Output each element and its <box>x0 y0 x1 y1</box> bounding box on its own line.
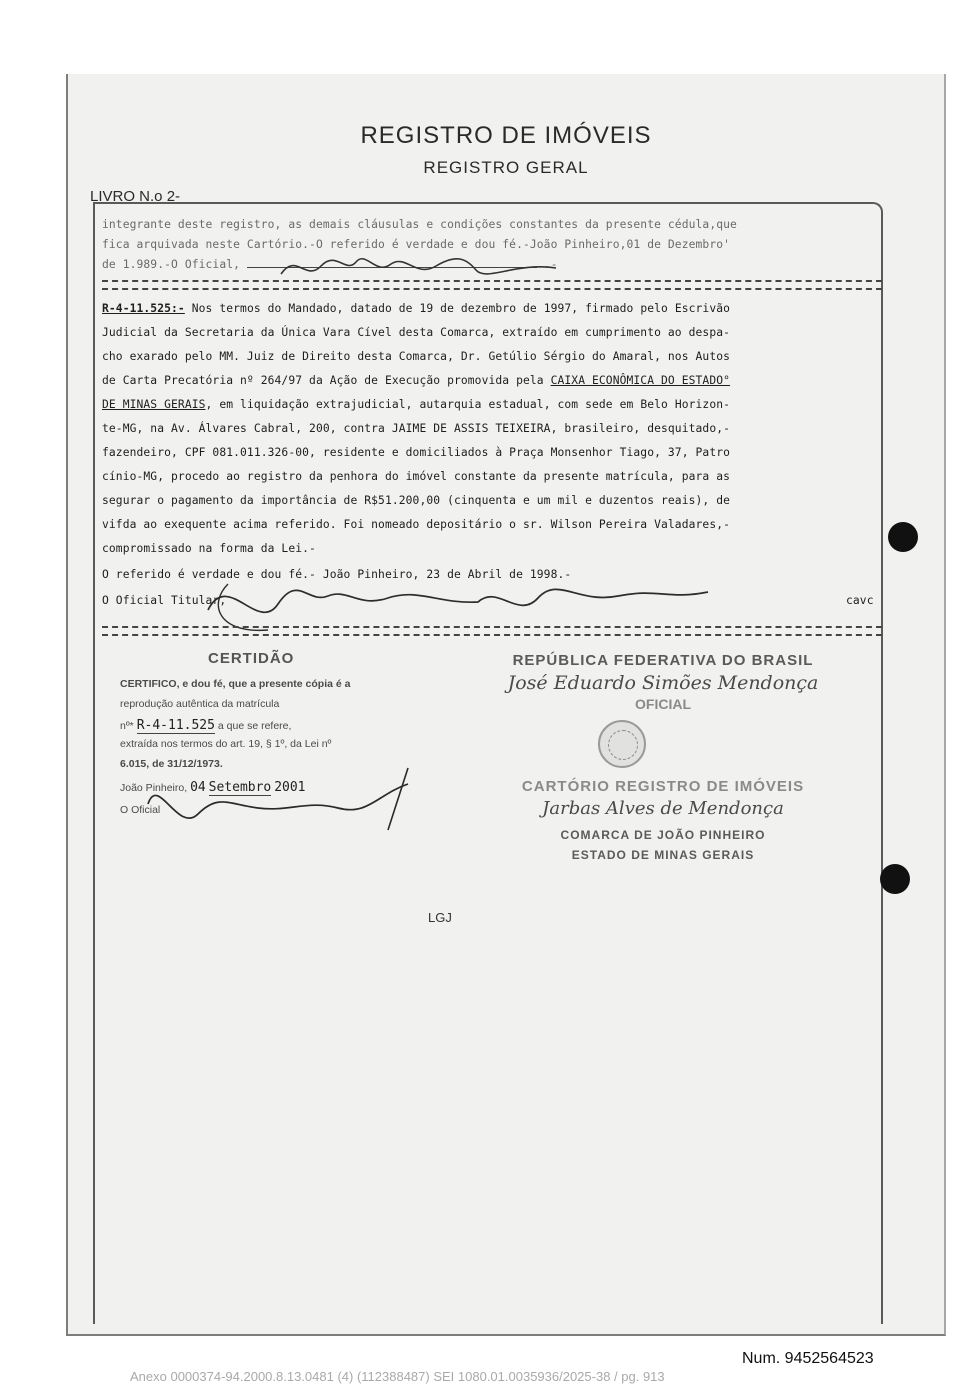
registro-line: O Oficial Titular, <box>102 594 227 607</box>
signature-2 <box>198 574 718 634</box>
document-reference: Anexo 0000374-94.2000.8.13.0481 (4) (112388487) SEI 1080.01.0035936/2025-38 / pg. 913 <box>130 1369 665 1384</box>
registro-line: O referido é verdade e dou fé.- João Pinheiro, 23 de Abril de 1998.- <box>102 568 572 581</box>
certidao-line: nº* R-4-11.525 a que se refere, <box>120 718 292 733</box>
registro-line: vifda ao exequente acima referido. Foi nomeado depositário o sr. Wilson Pereira Valadares,- <box>102 518 731 531</box>
registry-subtitle: REGISTRO GERAL <box>423 158 589 177</box>
clerk-initials: cavc <box>846 594 874 607</box>
registro-line: cho exarado pelo MM. Juiz de Direito desta Comarca, Dr. Getúlio Sérgio do Amaral, nos Autos <box>102 350 731 363</box>
certidao-line: extraída nos termos do art. 19, § 1º, da Lei nº <box>120 738 332 750</box>
stamp-oficial: OFICIAL <box>635 696 691 712</box>
registro-line: compromissado na forma da Lei.- <box>102 542 316 555</box>
stamp-name-1: José Eduardo Simões Mendonça <box>507 672 819 694</box>
top-entry-line: integrante deste registro, as demais cláusulas e condições constantes da presente cédula,que <box>102 218 737 231</box>
certidao-line: 6.015, de 31/12/1973. <box>120 758 223 770</box>
top-entry-line: fica arquivada neste Cartório.-O referido é verdade e dou fé.-João Pinheiro,01 de Dezembro' <box>102 238 731 251</box>
registry-title: REGISTRO DE IMÓVEIS <box>360 122 652 149</box>
signature-3 <box>138 764 428 834</box>
stamp-cartorio: CARTÓRIO REGISTRO DE IMÓVEIS <box>521 778 805 795</box>
certidao-line: CERTIFICO, e dou fé, que a presente cópia é a <box>120 678 351 690</box>
separator <box>102 280 882 290</box>
scanned-page <box>66 74 946 1336</box>
stamp-estado: ESTADO DE MINAS GERAIS <box>571 848 755 862</box>
certidao-title: CERTIDÃO <box>208 650 295 667</box>
top-entry-line: de 1.989.-O Oficial, .- <box>102 258 558 271</box>
certidao-official: O Oficial <box>120 804 161 816</box>
registro-line: R-4-11.525:- Nos termos do Mandado, datado de 19 de dezembro de 1997, firmado pelo Escrivão <box>102 302 731 315</box>
binder-hole <box>880 864 910 894</box>
registro-line: cínio-MG, procedo ao registro da penhora do imóvel constante da presente matrícula, para as <box>102 470 731 483</box>
registro-line: fazendeiro, CPF 081.011.326-00, residente e domiciliados à Praça Monsenhor Tiago, 37, Patro <box>102 446 731 459</box>
stamp-republica: REPÚBLICA FEDERATIVA DO BRASIL <box>512 652 814 669</box>
registro-line: DE MINAS GERAIS, em liquidação extrajudicial, autarquia estadual, com sede em Belo Horizon- <box>102 398 731 411</box>
registro-line: segurar o pagamento da importância de R$51.200,00 (cinquenta e um mil e duzentos reais), de <box>102 494 731 507</box>
stamp-name-2: Jarbas Alves de Mendonça <box>542 798 784 819</box>
registro-line: Judicial da Secretaria da Única Vara Cível desta Comarca, extraído em cumprimento ao despa- <box>102 326 731 339</box>
binder-hole <box>888 522 918 552</box>
livro-number: LIVRO N.o 2- <box>90 188 181 205</box>
certidao-line: reprodução autêntica da matrícula <box>120 698 280 710</box>
registro-line: de Carta Precatória nº 264/97 da Ação de Execução promovida pela CAIXA ECONÔMICA DO ESTADO° <box>102 374 731 387</box>
document-number: Num. 9452564523 <box>742 1350 874 1367</box>
seal-emblem <box>598 720 646 768</box>
certidao-date: João Pinheiro, 04 Setembro 2001 <box>120 780 306 795</box>
registro-line: te-MG, na Av. Álvares Cabral, 200, contra JAIME DE ASSIS TEIXEIRA, brasileiro, desquitado,- <box>102 422 731 435</box>
page-marker: LGJ <box>428 910 452 925</box>
separator <box>102 626 882 636</box>
stamp-comarca: COMARCA DE JOÃO PINHEIRO <box>560 828 766 842</box>
